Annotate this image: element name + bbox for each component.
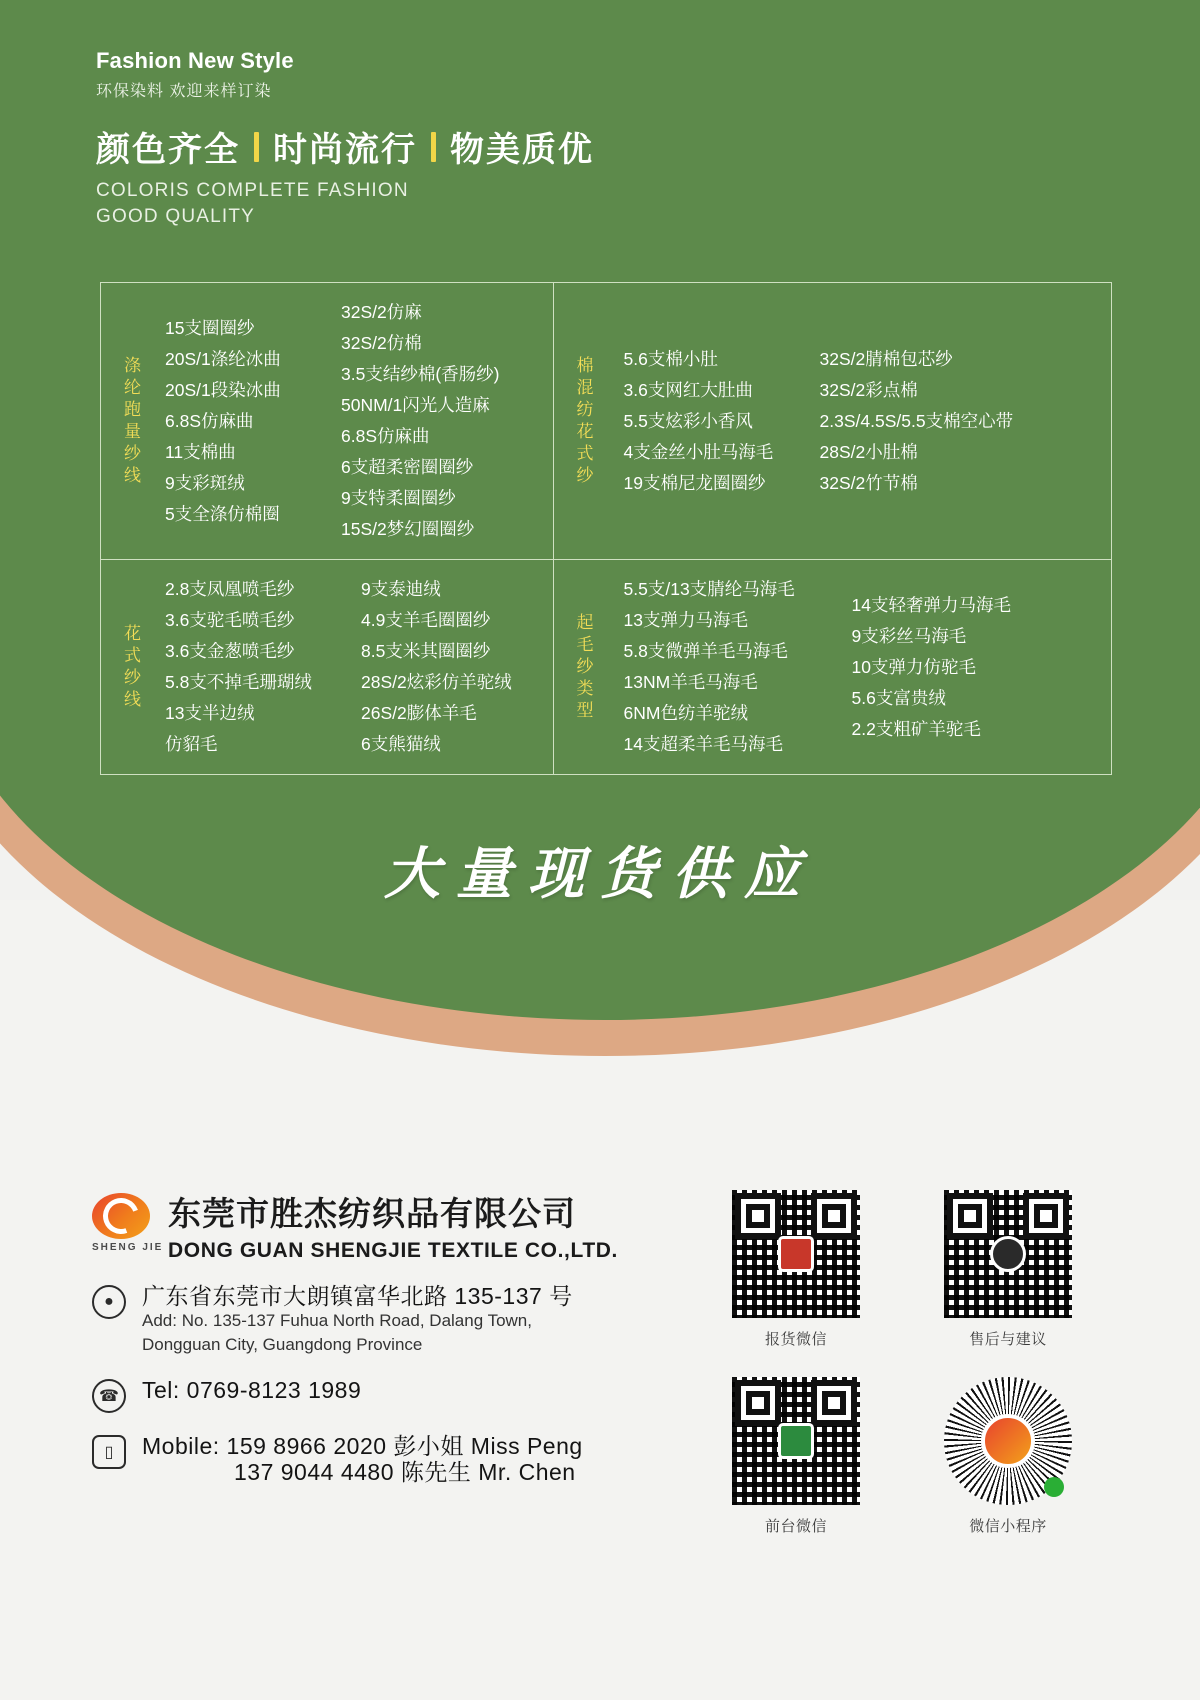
telephone-row[interactable] — [92, 1377, 732, 1413]
slogan-word-3: 物美质优 — [450, 131, 594, 169]
qr-logo-icon — [778, 1423, 814, 1459]
address-english-line1: Add: No. 135-137 Fuhua North Road, Dalang Town, — [142, 1311, 532, 1330]
company-name-chinese: 东莞市胜杰纺织品有限公司 — [168, 1194, 576, 1233]
company-block — [92, 1188, 732, 1485]
qr-logo-icon — [990, 1236, 1026, 1272]
slogan-word-1: 颜色齐全 — [96, 131, 240, 169]
product-item: 8.5支米其圈圈纱 — [361, 641, 491, 661]
qr-code-icon[interactable] — [944, 1190, 1072, 1318]
product-block-brushed-yarn — [553, 560, 1111, 774]
category-label-brushed-yarn: 起毛纱类型 — [576, 613, 595, 720]
product-item: 5.6支棉小肚 — [623, 348, 718, 369]
product-item: 6NM色纺羊驼绒 — [623, 703, 748, 723]
product-item: 11支棉曲 — [165, 441, 236, 462]
product-item: 6.8S仿麻曲 — [165, 410, 254, 431]
company-names — [168, 1188, 618, 1263]
product-item: 5.8支微弹羊毛马海毛 — [623, 641, 788, 661]
product-column — [820, 297, 1070, 545]
slogan-english-line2: GOOD QUALITY — [96, 206, 256, 227]
product-item: 4支金丝小肚马海毛 — [623, 441, 774, 462]
qr-caption: 微信小程序 — [969, 1518, 1047, 1535]
product-item: 5支全涤仿棉圈 — [165, 503, 280, 524]
address-chinese: 广东省东莞市大朗镇富华北路 135-137 号 — [142, 1283, 573, 1309]
product-item: 9支彩斑绒 — [165, 472, 245, 493]
qr-block-aftersales[interactable] — [928, 1190, 1088, 1349]
product-item: 6.8S仿麻曲 — [341, 426, 430, 446]
mobile-phone-icon: ▯ — [92, 1435, 126, 1469]
logo-text: SHENG JIE — [92, 1241, 164, 1253]
product-item: 15S/2梦幻圈圈纱 — [341, 519, 475, 539]
logo-swirl-icon — [92, 1193, 150, 1239]
product-item: 2.8支凤凰喷毛纱 — [165, 579, 295, 599]
product-item: 14支轻奢弹力马海毛 — [851, 594, 1012, 615]
category-label-polyester: 涤纶跑量纱线 — [124, 356, 142, 485]
product-block-polyester — [101, 283, 553, 559]
product-item: 5.5支/13支腈纶马海毛 — [623, 579, 795, 599]
product-item: 13支半边绒 — [165, 703, 255, 723]
brush-slogan: 大量现货供应 — [384, 841, 816, 907]
product-item: 5.6支富贵绒 — [851, 687, 946, 708]
product-item: 6支熊猫绒 — [361, 734, 441, 754]
slogan-separator-2 — [431, 132, 436, 162]
qr-block-front-desk-wechat[interactable] — [716, 1377, 876, 1536]
product-column — [165, 297, 341, 545]
product-item: 9支彩丝马海毛 — [851, 625, 967, 646]
product-item: 26S/2膨体羊毛 — [361, 703, 477, 723]
address-text — [142, 1283, 573, 1357]
product-item: 20S/1涤纶冰曲 — [165, 348, 281, 369]
mobile-row[interactable] — [92, 1433, 732, 1485]
product-item: 2.2支粗矿羊驼毛 — [851, 718, 981, 739]
product-column — [624, 574, 852, 760]
product-item: 3.6支网红大肚曲 — [623, 379, 753, 400]
company-name-english: DONG GUAN SHENGJIE TEXTILE CO.,LTD. — [168, 1239, 618, 1262]
product-item: 3.6支金葱喷毛纱 — [165, 641, 295, 661]
product-item: 28S/2炫彩仿羊驼绒 — [361, 672, 512, 692]
product-item: 32S/2仿棉 — [341, 333, 422, 353]
slogan-separator-1 — [254, 132, 259, 162]
category-label-fancy-yarn: 花式纱线 — [124, 624, 142, 709]
product-item: 10支弹力仿驼毛 — [851, 656, 977, 677]
qr-block-mini-program[interactable] — [928, 1377, 1088, 1536]
qr-code-icon[interactable] — [732, 1190, 860, 1318]
product-block-cotton-blend — [553, 283, 1111, 559]
product-column — [624, 297, 820, 545]
qr-code-icon[interactable] — [732, 1377, 860, 1505]
product-block-fancy-yarn — [101, 560, 553, 774]
mobile-line-2: 137 9044 4480 陈先生 Mr. Chen — [234, 1459, 576, 1485]
product-item: 13NM羊毛马海毛 — [623, 672, 758, 692]
header-english-title: Fashion New Style — [96, 48, 294, 73]
mobile-text — [142, 1433, 583, 1485]
product-item: 6支超柔密圈圈纱 — [341, 457, 474, 477]
product-item: 32S/2仿麻 — [341, 302, 422, 322]
slogan-word-2: 时尚流行 — [273, 131, 417, 169]
product-item: 2.3S/4.5S/5.5支棉空心带 — [819, 410, 1014, 431]
product-item: 32S/2彩点棉 — [819, 379, 918, 400]
qr-caption: 报货微信 — [764, 1331, 827, 1348]
slogan-row — [96, 122, 594, 171]
product-item: 仿貂毛 — [165, 734, 218, 754]
product-item: 9支泰迪绒 — [361, 579, 441, 599]
product-item: 4.9支羊毛圈圈纱 — [361, 610, 491, 630]
product-item: 5.5支炫彩小香风 — [623, 410, 753, 431]
product-item: 32S/2腈棉包芯纱 — [819, 348, 953, 369]
slogan-english — [96, 178, 409, 230]
product-table — [100, 282, 1112, 775]
telephone-value: Tel: 0769-8123 1989 — [142, 1377, 362, 1403]
product-item: 13支弹力马海毛 — [623, 610, 749, 630]
company-logo-row — [92, 1188, 732, 1263]
qr-code-area — [716, 1190, 1136, 1536]
product-column — [341, 297, 551, 545]
wechat-badge-icon — [1044, 1477, 1064, 1497]
product-column — [165, 574, 361, 760]
address-row — [92, 1283, 732, 1357]
mini-program-logo-icon — [981, 1414, 1035, 1468]
category-label-cotton-blend: 棉混纺花式纱 — [576, 356, 595, 485]
header-block — [96, 48, 294, 101]
product-item: 5.8支不掉毛珊瑚绒 — [165, 672, 312, 692]
location-pin-icon: ● — [92, 1285, 126, 1319]
phone-icon: ☎ — [92, 1379, 126, 1413]
product-item: 20S/1段染冰曲 — [165, 379, 281, 400]
product-item: 32S/2竹节棉 — [819, 472, 918, 493]
telephone-text — [142, 1377, 361, 1403]
company-logo-icon — [92, 1193, 164, 1259]
qr-logo-icon — [778, 1236, 814, 1272]
product-column — [361, 574, 551, 760]
product-item: 14支超柔羊毛马海毛 — [623, 734, 784, 754]
product-item: 9支特柔圈圈纱 — [341, 488, 456, 508]
product-item: 3.5支结纱棉(香肠纱) — [341, 364, 500, 384]
product-item: 28S/2小肚棉 — [819, 441, 918, 462]
slogan-english-line1: COLORIS COMPLETE FASHION — [96, 180, 409, 201]
product-item: 3.6支驼毛喷毛纱 — [165, 610, 295, 630]
mobile-line-1: Mobile: 159 8966 2020 彭小姐 Miss Peng — [142, 1433, 583, 1459]
product-item: 19支棉尼龙圈圈纱 — [623, 472, 766, 493]
product-table-row-2 — [101, 559, 1111, 774]
product-item: 15支圈圈纱 — [165, 317, 255, 338]
product-column — [852, 574, 1077, 760]
product-item: 50NM/1闪光人造麻 — [341, 395, 490, 415]
qr-block-order-wechat[interactable] — [716, 1190, 876, 1349]
qr-caption: 前台微信 — [764, 1518, 827, 1535]
qr-caption: 售后与建议 — [969, 1331, 1047, 1348]
mini-program-code-icon[interactable] — [944, 1377, 1072, 1505]
product-table-row-1 — [101, 283, 1111, 559]
address-english-line2: Dongguan City, Guangdong Province — [142, 1335, 423, 1354]
header-chinese-subtitle: 环保染料 欢迎来样订染 — [96, 83, 272, 100]
